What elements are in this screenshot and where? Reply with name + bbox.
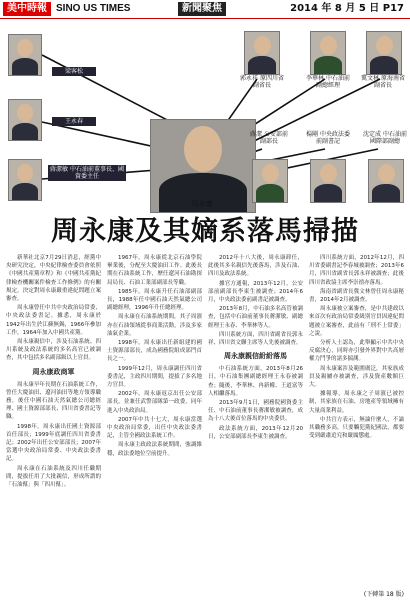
official-photo xyxy=(8,159,42,201)
article-paragraph: 政法系統方面，2013年12月20日，公安部副部長李東生被調查。 xyxy=(208,425,303,440)
article-paragraph: 1999年12月，周永康調任四川省委書記，主政四川期間，提拔了多名地方官員。 xyxy=(107,365,202,389)
article-paragraph: 中石油系統方面，2013年8月26日，中石油集團副總經理王永春被調查；隨後，李華林、冉新權、王道富等人相繼落馬。 xyxy=(208,366,303,397)
article-paragraph: 周永康在石油系統期間，其子周濱亦在石油領域從事商業活動，涉及多家油氣企業。 xyxy=(107,314,202,337)
article-paragraph: 2002年，周永康返京出任公安部部長，並兼任武警部隊第一政委，同年進入中央政治局。 xyxy=(107,391,202,414)
article-paragraph: 2007年中共十七大，周永康當選中央政治局常委，出任中央政法委書記，主管全國政法系統工作。 xyxy=(107,416,202,440)
article-paragraph: 四川系統方面，2012年12月，四川省委副書記李春城被調查；2013年6月，四川省副省長郭永祥被調查；此後四川省政協主席李崇禧亦落馬。 xyxy=(309,255,404,286)
official-photo xyxy=(366,31,402,75)
continued-note: (下轉第 18 版) xyxy=(363,591,404,598)
article-paragraph: 周永康親信中，涉及石油系統、四川系統及政法系統的多名高官已被調查，其中包括多名副部級以上官員。 xyxy=(6,339,101,362)
official-photo xyxy=(310,159,346,203)
article-paragraph: 周永康被立案審查，是中共建政以來首次有政治局常委級別官員因違紀問題被立案審查，此前有「刑不上常委」之說。 xyxy=(309,306,404,337)
article-paragraph: 周永康主政政法系統期間，強調維穩，政法委地位空前提升。 xyxy=(107,442,202,457)
article-paragraph: 中共官方表示，無論什麼人，不論其職務多高，只要觸犯黨紀國法，都要受到嚴肅追究和嚴厲懲處。 xyxy=(309,416,404,440)
article-paragraph: 新華社北京7月29日消息，經黨中央研究決定，中央紀律檢查委員會依照《中國共產黨章程》和《中國共產黨紀律檢查機關案件檢查工作條例》的有關規定，決定對周永康嚴重違紀問題立案審查。 xyxy=(6,255,101,303)
article-column xyxy=(309,254,404,590)
article-paragraph: 周永康早年長期在石油系統工作，曾任大慶油田、遼河油田等地方領導職務，後任中國石油天然氣總公司總經理、國土資源部部長、四川省委書記等職。 xyxy=(6,381,101,421)
article-paragraph: 1985年，周永康升任石油部副部長，1988年任中國石油天然氣總公司副總經理，1996年升任總經理。 xyxy=(107,288,202,312)
central-figure-photo xyxy=(150,119,256,213)
article-paragraph: 四川系統方面，四川省副省長郭永祥、四川省文聯主席等人先後被調查。 xyxy=(208,331,303,347)
official-photo xyxy=(252,159,288,203)
article-subheading: 周永康政商軍 xyxy=(32,367,75,376)
official-label: 楊剛 中央政法委前副書記 xyxy=(306,131,350,145)
article-column xyxy=(107,254,202,590)
article-column xyxy=(208,254,303,590)
article-paragraph: 海南省副省長冀文林曾任周永康秘書，2014年2月被調查。 xyxy=(309,288,404,304)
section-tag: 新聞聚焦 xyxy=(178,2,226,16)
official-photo xyxy=(310,31,346,75)
official-label: 梁客松 xyxy=(52,67,96,76)
masthead xyxy=(0,0,410,19)
official-photo xyxy=(8,99,42,141)
article-body xyxy=(6,254,404,590)
official-label: 郭永祥 原四川省副省長 xyxy=(240,75,284,89)
article-headline: 周永康及其嫡系落馬掃描 xyxy=(51,216,359,247)
official-photo xyxy=(244,31,280,75)
article-paragraph: 據報導，周永康之子周濱已被控制，其家族在石油、房地產等領域擁有大量商業利益。 xyxy=(309,391,404,414)
official-label: 李華林 中石油前副總經理 xyxy=(306,75,350,89)
official-label: 沈定成 中石油前國際部副總 xyxy=(363,131,407,145)
central-figure-label: 周永康 xyxy=(191,200,213,208)
newspaper-logo: 美中時報 xyxy=(3,2,51,16)
article-paragraph: 1998年，周永康出任國土資源部首任部長；1999年底調任四川省委書記；2002年出任公安部部長；2007年當選中央政治局常委、中央政法委書記。 xyxy=(6,423,101,463)
article-paragraph: 分析人士認為，此舉顯示中共中央反腐決心，同時亦引發外界對中共高層權力鬥爭的諸多揣測。 xyxy=(309,340,404,363)
relationship-chart xyxy=(0,19,410,212)
article-paragraph: 1967年，周永康從北京石油學院畢業後，分配至大慶油田工作。此後長期在石油系統工作，歷任遼河石油勘探局局長、石油工業部副部長等職。 xyxy=(107,255,202,286)
article-subheading: 周永康親信紛紛落馬 xyxy=(224,352,287,361)
official-label: 蔣潔 公安部前副部長 xyxy=(250,131,288,145)
official-label: 王永春 xyxy=(52,117,96,126)
issue-date: 2014 年 8 月 5 日 P17 xyxy=(290,3,404,14)
brand-name: SINO US TIMES xyxy=(56,3,131,14)
article-paragraph: 2012年十八大後，周永康卸任，此後其多名親信先後落馬，涉及石油、四川及政法系統。 xyxy=(208,255,303,278)
official-label: 冀文林 原海南省副省長 xyxy=(361,75,405,89)
article-paragraph: 周永康案涉及範圍廣泛，其家族成員及親屬亦被調查，涉及資產數額巨大。 xyxy=(309,365,404,389)
article-paragraph: 1998年，周永康出任新組建的國土資源部部長，成為國務院組成部門首長之一。 xyxy=(107,340,202,363)
article-paragraph: 2013年8月，中石油多名高管被調查，包括中石油前董事長蔣潔敏、副總經理王永春、李華林等人。 xyxy=(208,306,303,329)
article-paragraph: 據官方通報，2013年12月，公安部前副部長李東生被調查；2014年6月，中央政法委前副書記被調查。 xyxy=(208,280,303,304)
article-paragraph: 2013年9月1日，國務院國資委主任、中石油前董事長蔣潔敏被調查，成為十八大後首位落馬的中央委員。 xyxy=(208,400,303,423)
article-paragraph: 周永康在石油系統及四川任職期間，提拔任用了大批親信，形成所謂的「石油幫」與「四川幫」。 xyxy=(6,465,101,489)
article-column xyxy=(6,254,101,590)
official-photo xyxy=(368,159,404,203)
official-photo xyxy=(8,34,42,76)
article-paragraph: 周永康曾任中共中央政治局常委、中央政法委書記。據悉，周永康於1942年出生於江蘇無錫，1966年參加工作，1964年加入中國共產黨。 xyxy=(6,305,101,336)
official-label: 蔣潔敏 中石油前董事長、國資委主任 xyxy=(48,165,126,181)
